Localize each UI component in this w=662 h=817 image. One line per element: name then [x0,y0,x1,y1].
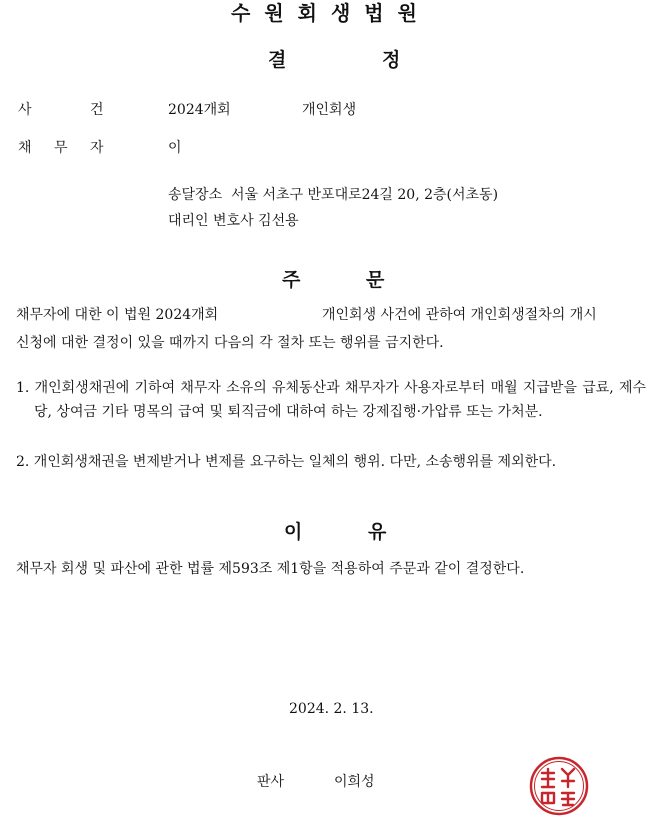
case-label-char-2: 건 [90,102,104,118]
service-address: 송달장소 서울 서초구 반포대로24길 20, 2층(서초동) [168,187,499,203]
order-heading-right: 문 [366,269,385,291]
agent-attorney: 대리인 변호사 김선용 [168,213,299,229]
doc-type-right: 정 [382,49,401,71]
case-label-char-1: 사 [18,102,32,118]
order-intro-part-1: 채무자에 대한 이 법원 2024개회 [16,307,219,323]
judge-seal-stamp [528,755,590,817]
case-number: 2024개회 [168,102,231,118]
debtor-label-char-3: 자 [90,140,104,156]
reason-heading-left: 이 [284,521,303,543]
judge-title: 판사 [257,774,285,790]
debtor-name: 이 [168,140,182,156]
order-item-2: 2. 개인회생채권을 변제받거나 변제를 요구하는 일체의 행위. 다만, 소송행위를 제외한다. [16,454,557,470]
order-item-1: 1. 개인회생채권에 기하여 채무자 소유의 유체동산과 채무자가 사용자로부터 매월 지급받을 급료, 제수당, 상여금 기타 명목의 급여 및 퇴직금에 대하여 하는 강제집행·가압류 또는 가처분. [16,380,646,420]
order-heading-left: 주 [282,269,301,291]
decision-date: 2024. 2. 13. [289,701,374,717]
doc-type-left: 결 [268,49,287,71]
case-type: 개인회생 [302,102,357,118]
reason-heading-right: 유 [368,521,387,543]
court-name: 수원회생법원 [231,1,431,25]
debtor-label-char-1: 채 [18,140,32,156]
order-intro-line-2: 신청에 대한 결정이 있을 때까지 다음의 각 절차 또는 행위를 금지한다. [16,335,444,351]
judge-name: 이희성 [334,774,375,790]
order-intro-part-2: 개인회생 사건에 관하여 개인회생절차의 개시 [322,307,597,323]
debtor-label-char-2: 무 [54,140,68,156]
reason-text: 채무자 회생 및 파산에 관한 법률 제593조 제1항을 적용하여 주문과 같이 결정한다. [16,561,525,577]
